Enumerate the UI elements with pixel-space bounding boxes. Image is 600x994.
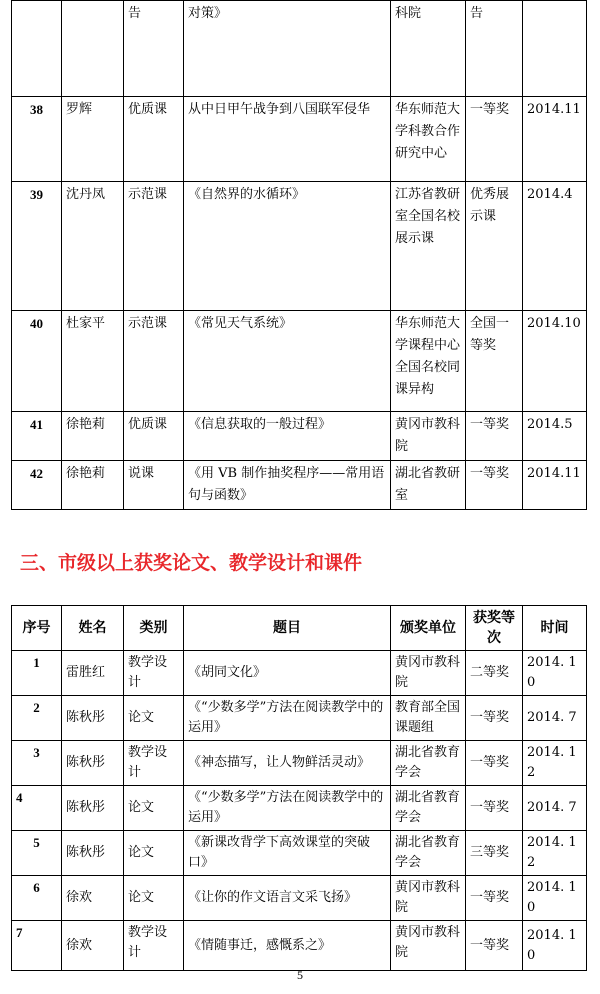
table-row	[12, 786, 587, 831]
time-cell: 2014.5	[523, 412, 587, 461]
time-cell: 2014.10	[523, 311, 587, 412]
table-row	[12, 412, 587, 461]
table-row	[12, 1, 587, 97]
name-cell: 陈秋彤	[62, 831, 124, 876]
table-row	[12, 311, 587, 412]
row-number: 2	[12, 696, 62, 741]
unit-cell: 黄冈市教科院	[391, 921, 466, 971]
unit-cell: 华东师范大学科教合作研究中心	[391, 97, 466, 182]
name-cell: 雷胜红	[62, 651, 124, 696]
unit-cell: 科院	[391, 1, 466, 97]
name-cell: 徐欢	[62, 876, 124, 921]
level-cell: 二等奖	[466, 651, 523, 696]
type-cell: 论文	[124, 786, 184, 831]
section-heading: 三、市级以上获奖论文、教学设计和课件	[20, 552, 363, 574]
row-number: 1	[12, 651, 62, 696]
row-number: 3	[12, 741, 62, 786]
unit-cell: 黄冈市教科院	[391, 412, 466, 461]
table-row	[12, 461, 587, 510]
unit-cell: 黄冈市教科院	[391, 876, 466, 921]
type-cell: 教学设计	[124, 741, 184, 786]
title-cell: 《常见天气系统》	[184, 311, 391, 412]
time-cell: 2014. 10	[523, 651, 587, 696]
header-unit: 颁奖单位	[391, 606, 466, 651]
table-row	[12, 651, 587, 696]
name-cell: 徐欢	[62, 921, 124, 971]
level-cell: 优秀展示课	[466, 182, 523, 311]
name-cell: 沈丹凤	[62, 182, 124, 311]
level-cell: 一等奖	[466, 741, 523, 786]
row-number	[12, 1, 62, 97]
title-cell: 《信息获取的一般过程》	[184, 412, 391, 461]
level-cell: 三等奖	[466, 831, 523, 876]
title-cell: 《“少数多学”方法在阅读教学中的运用》	[184, 696, 391, 741]
header-name: 姓名	[62, 606, 124, 651]
name-cell: 罗辉	[62, 97, 124, 182]
level-cell: 一等奖	[466, 461, 523, 510]
time-cell: 2014.4	[523, 182, 587, 311]
type-cell: 说课	[124, 461, 184, 510]
table-row	[12, 831, 587, 876]
row-number: 4	[12, 786, 62, 831]
title-cell: 《“少数多学”方法在阅读教学中的运用》	[184, 786, 391, 831]
type-cell: 教学设计	[124, 921, 184, 971]
type-cell: 教学设计	[124, 651, 184, 696]
table-row	[12, 921, 587, 971]
unit-cell: 江苏省教研室全国名校展示课	[391, 182, 466, 311]
type-cell: 论文	[124, 696, 184, 741]
title-cell: 从中日甲午战争到八国联军侵华	[184, 97, 391, 182]
unit-cell: 华东师范大学课程中心全国名校同课异构	[391, 311, 466, 412]
name-cell: 杜家平	[62, 311, 124, 412]
level-cell: 一等奖	[466, 412, 523, 461]
unit-cell: 黄冈市教科院	[391, 651, 466, 696]
name-cell: 徐艳莉	[62, 412, 124, 461]
type-cell: 论文	[124, 876, 184, 921]
time-cell: 2014.11	[523, 97, 587, 182]
level-cell: 一等奖	[466, 696, 523, 741]
type-cell: 告	[124, 1, 184, 97]
type-cell: 优质课	[124, 412, 184, 461]
row-number: 7	[12, 921, 62, 971]
title-cell: 《让你的作文语言文采飞扬》	[184, 876, 391, 921]
time-cell: 2014. 10	[523, 921, 587, 971]
header-level: 获奖等次	[466, 606, 523, 651]
level-cell: 一等奖	[466, 876, 523, 921]
unit-cell: 湖北省教育学会	[391, 786, 466, 831]
page-number: 5	[297, 968, 303, 982]
time-cell: 2014. 12	[523, 831, 587, 876]
unit-cell: 湖北省教育学会	[391, 831, 466, 876]
table-row	[12, 876, 587, 921]
header-type: 类别	[124, 606, 184, 651]
title-cell: 《情随事迁，感慨系之》	[184, 921, 391, 971]
row-number: 38	[12, 97, 62, 182]
type-cell: 示范课	[124, 182, 184, 311]
type-cell: 优质课	[124, 97, 184, 182]
row-number: 40	[12, 311, 62, 412]
title-cell: 《神态描写，让人物鲜活灵动》	[184, 741, 391, 786]
papers-awards-table	[11, 605, 587, 971]
row-number: 39	[12, 182, 62, 311]
row-number: 5	[12, 831, 62, 876]
type-cell: 论文	[124, 831, 184, 876]
row-number: 6	[12, 876, 62, 921]
table-row	[12, 741, 587, 786]
name-cell: 陈秋彤	[62, 696, 124, 741]
time-cell	[523, 1, 587, 97]
time-cell: 2014. 12	[523, 741, 587, 786]
row-number: 42	[12, 461, 62, 510]
level-cell: 一等奖	[466, 921, 523, 971]
table-header-row	[12, 606, 587, 651]
title-cell: 《新课改背学下高效课堂的突破口》	[184, 831, 391, 876]
table-row	[12, 97, 587, 182]
table-row	[12, 182, 587, 311]
level-cell: 一等奖	[466, 97, 523, 182]
header-time: 时间	[523, 606, 587, 651]
title-cell: 《用 VB 制作抽奖程序——常用语句与函数》	[184, 461, 391, 510]
level-cell: 告	[466, 1, 523, 97]
level-cell: 一等奖	[466, 786, 523, 831]
time-cell: 2014. 7	[523, 696, 587, 741]
name-cell: 陈秋彤	[62, 741, 124, 786]
unit-cell: 湖北省教研室	[391, 461, 466, 510]
type-cell: 示范课	[124, 311, 184, 412]
table-row	[12, 696, 587, 741]
name-cell: 徐艳莉	[62, 461, 124, 510]
time-cell: 2014. 10	[523, 876, 587, 921]
title-cell: 《自然界的水循环》	[184, 182, 391, 311]
title-cell: 《胡同文化》	[184, 651, 391, 696]
unit-cell: 教育部全国课题组	[391, 696, 466, 741]
unit-cell: 湖北省教育学会	[391, 741, 466, 786]
name-cell: 陈秋彤	[62, 786, 124, 831]
time-cell: 2014.11	[523, 461, 587, 510]
header-no: 序号	[12, 606, 62, 651]
time-cell: 2014. 7	[523, 786, 587, 831]
header-title: 题目	[184, 606, 391, 651]
level-cell: 全国一等奖	[466, 311, 523, 412]
name-cell	[62, 1, 124, 97]
row-number: 41	[12, 412, 62, 461]
awards-table-continued	[11, 0, 587, 510]
title-cell: 对策》	[184, 1, 391, 97]
